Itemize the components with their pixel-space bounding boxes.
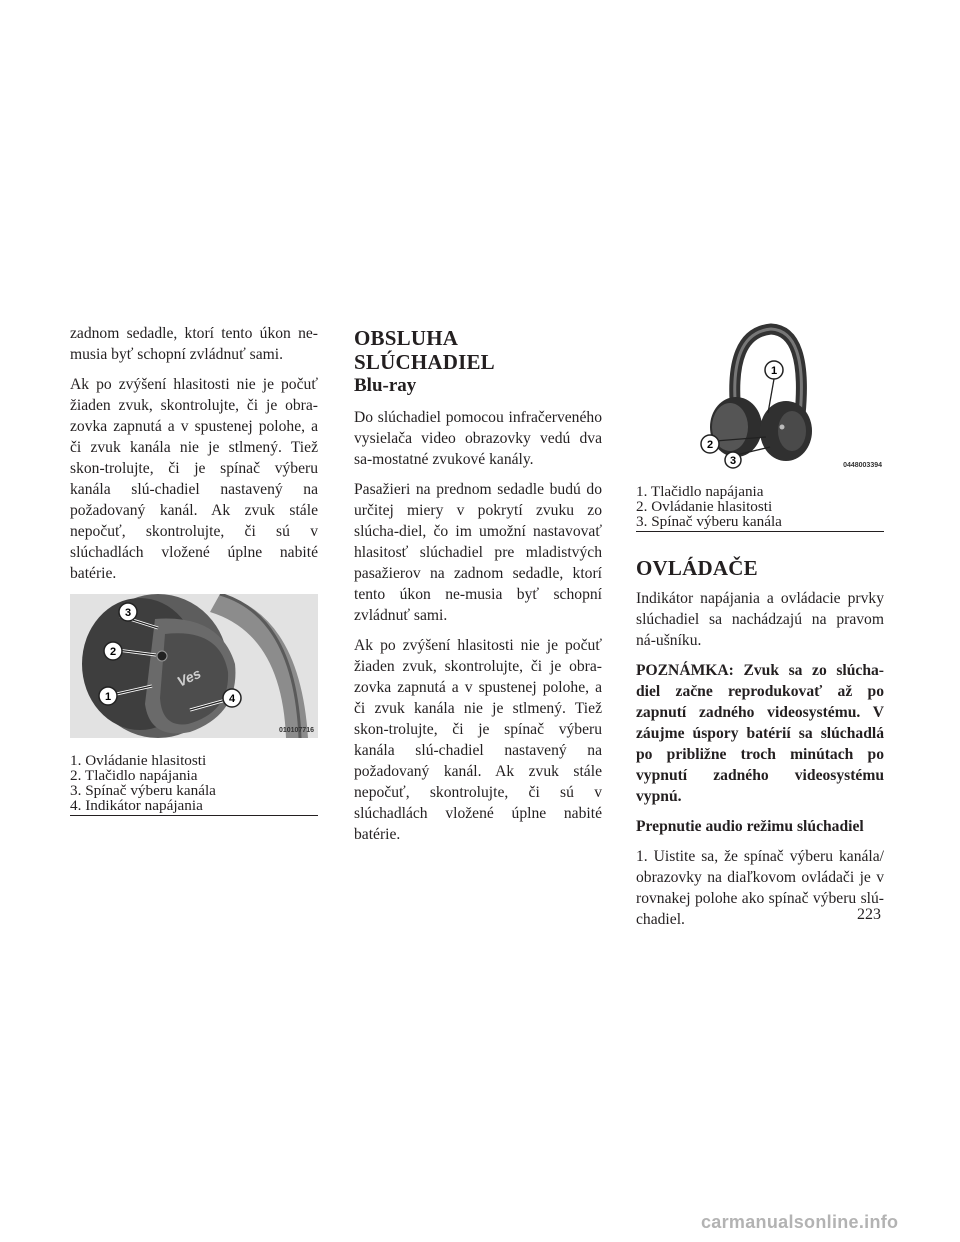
callout-4 (223, 689, 241, 707)
headphone-illustration-1 (70, 594, 318, 738)
caption-item: 1. Ovládanie hlasitosti (70, 752, 207, 769)
svg-text:4: 4 (228, 693, 236, 705)
column-right (636, 323, 884, 939)
figure-code: 010107716 (278, 727, 314, 734)
page-number: 223 (857, 906, 881, 923)
headphone-illustration-2 (636, 323, 884, 469)
ves-logo-text: Ves (174, 664, 204, 690)
section-heading-controls: OVLÁDAČE (636, 556, 758, 580)
figure-code: 0448003394 (843, 462, 882, 469)
paragraph-step-1: 1. Uistite sa, že spínač výberu kanála/ obrazovky na diaľkovom ovládači je v rovnakej polohe ako spínač výberu slú-chadiel. (636, 848, 884, 928)
paragraph-ir-channels: Do slúchadiel pomocou infračerveného vysielača video obrazovky vedú dva sa-mostatné zvukové kanály. (354, 409, 602, 468)
svg-text:1: 1 (104, 691, 112, 703)
figure-2-caption (636, 484, 884, 532)
caption-item: 1. Tlačidlo napájania (636, 483, 764, 500)
svg-text:1: 1 (770, 365, 778, 377)
svg-text:3: 3 (124, 607, 132, 619)
svg-text:3: 3 (729, 455, 737, 467)
note-power-saving: POZNÁMKA: Zvuk sa zo slúcha-diel začne reprodukovať až po zapnutí zadného videosystému. V záujme úspory batérií sa slúchadlá po približne troch minútach po vypnutí zadného videosystému vypnú. (636, 662, 884, 805)
caption-item: 3. Spínač výberu kanála (636, 513, 782, 530)
svg-text:2: 2 (706, 439, 714, 451)
callout-3 (119, 603, 137, 621)
callout-1 (765, 361, 783, 379)
callout-3 (725, 452, 741, 468)
headphone-figure-2 (636, 323, 884, 469)
svg-text:2: 2 (109, 646, 117, 658)
caption-item: 2. Ovládanie hlasitosti (636, 498, 773, 515)
paragraph-controls-location: Indikátor napájania a ovládacie prvky slúchadiel sa nachádzajú na pravom ná-ušníku. (636, 590, 884, 649)
paragraph-continued: zadnom sedadle, ktorí tento úkon ne-musia byť schopní zvládnuť sami. (70, 325, 318, 363)
figure-1-caption (70, 753, 318, 816)
subheading-bluray: Blu-ray (354, 375, 417, 396)
callout-2 (104, 642, 122, 660)
callout-2 (701, 435, 719, 453)
section-heading-headphones: OBSLUHA SLÚCHADIEL (354, 326, 495, 374)
headphone-figure-1 (70, 594, 318, 738)
paragraph-volume-check: Ak po zvýšení hlasitosti nie je počuť žiaden zvuk, skontrolujte, či je obra-zovka zapnutá a v spustenej polohe, a či zvuk kanála nie je stlmený. Tiež skon-trolujte, či je spínač výberu kanála slú-chadiel nastavený na požadovaný kanál. Ak zvuk stále nepočuť, skontrolujte, či sú v slúchadlách vložené úplne nabité batérie. (354, 637, 602, 843)
watermark: carmanualsonline.info (701, 1212, 899, 1232)
subheading-audio-mode: Prepnutie audio režimu slúchadiel (636, 818, 864, 835)
caption-item: 4. Indikátor napájania (70, 797, 203, 814)
callout-1 (99, 687, 117, 705)
column-left (70, 323, 318, 816)
caption-item: 3. Spínač výberu kanála (70, 782, 216, 799)
paragraph-front-passengers: Pasažieri na prednom sedadle budú do určitej miery v pokrytí zvuku zo slúcha-diel, čo im umožní nastavovať hlasitosť slúchadiel pre mladistvých pasažierov na zadnom sedadle, ktorí tento úkon ne-musia byť schopní zvládnuť sami. (354, 481, 602, 624)
paragraph-volume-check: Ak po zvýšení hlasitosti nie je počuť žiaden zvuk, skontrolujte, či je obra-zovka zapnutá a v spustenej polohe, a či zvuk kanála nie je stlmený. Tiež skon-trolujte, či je spínač výberu kanála slú-chadiel nastavený na požadovaný kanál. Ak zvuk stále nepočuť, skontrolujte, či sú v slúchadlách vložené úplne nabité batérie. (70, 376, 318, 582)
caption-item: 2. Tlačidlo napájania (70, 767, 198, 784)
column-middle (354, 323, 602, 854)
